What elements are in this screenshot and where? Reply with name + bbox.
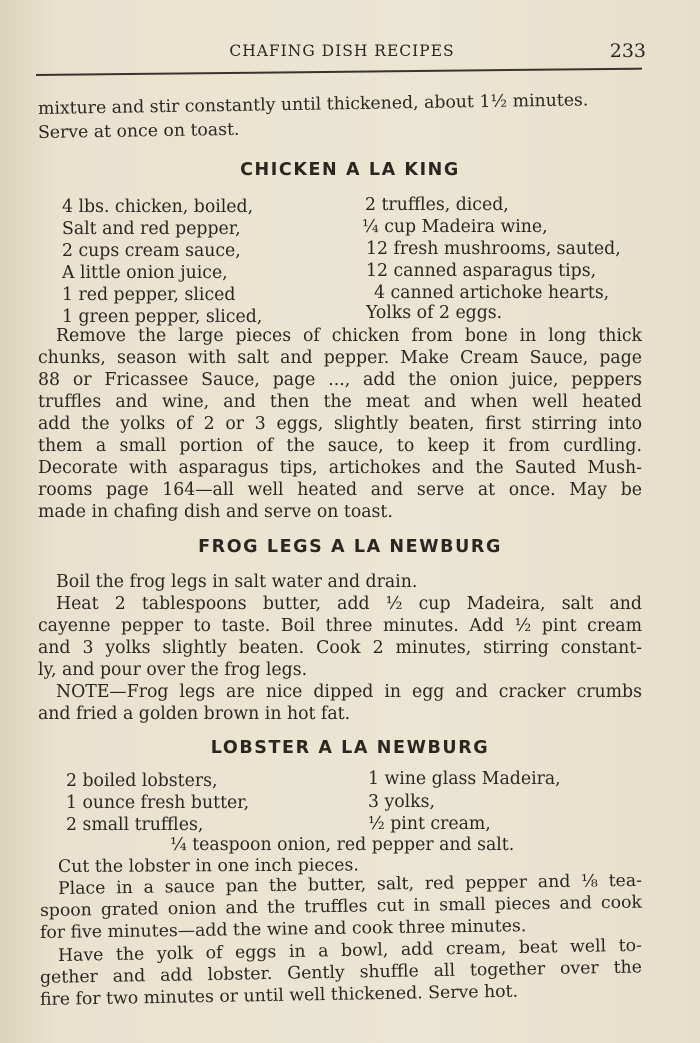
body-line: fire for two minutes or until well thickened. Serve hot. bbox=[39, 981, 519, 1010]
ingredient-left: A little onion juice, bbox=[62, 263, 228, 283]
page-number: 233 bbox=[609, 40, 646, 62]
ingredient-right: ¼ cup Madeira wine, bbox=[362, 217, 548, 237]
ingredient-right: 3 yolks, bbox=[368, 792, 436, 812]
body-line: for five minutes—add the wine and cook three minutes. bbox=[39, 916, 527, 943]
recipe-title-frog-legs: FROG LEGS A LA NEWBURG bbox=[198, 537, 502, 557]
body-line: chunks, season with salt and pepper. Make Cream Sauce, page bbox=[38, 348, 642, 368]
body-line: ly, and pour over the frog legs. bbox=[38, 660, 308, 680]
body-line: add the yolks of 2 or 3 eggs, slightly beaten, first stirring into bbox=[38, 414, 642, 434]
ingredient-right: 4 canned artichoke hearts, bbox=[374, 283, 610, 303]
intro-line-1: mixture and stir constantly until thickened, about 1½ minutes. bbox=[37, 90, 589, 119]
ingredient-centered: ¼ teaspoon onion, red pepper and salt. bbox=[170, 835, 515, 855]
header-rule bbox=[36, 68, 642, 76]
ingredient-right: 2 truffles, diced, bbox=[365, 195, 509, 215]
ingredient-left: 2 boiled lobsters, bbox=[66, 771, 218, 791]
page-header bbox=[36, 40, 648, 64]
body-line: gether and add lobster. Gently shuffle all together over the bbox=[39, 957, 643, 988]
ingredient-right: Yolks of 2 eggs. bbox=[366, 303, 503, 323]
body-line: made in chafing dish and serve on toast. bbox=[38, 502, 393, 522]
ingredient-right: 1 wine glass Madeira, bbox=[368, 769, 561, 789]
body-line: them a small portion of the sauce, to keep it from curdling. bbox=[38, 436, 642, 456]
ingredient-left: 2 cups cream sauce, bbox=[62, 241, 241, 261]
body-line: Decorate with asparagus tips, artichokes and the Sauted Mush- bbox=[38, 458, 642, 478]
body-line: rooms page 164—all well heated and serve at once. May be bbox=[38, 480, 642, 500]
ingredient-right: ½ pint cream, bbox=[368, 814, 491, 834]
body-line: and 3 yolks slightly beaten. Cook 2 minutes, stirring constant- bbox=[38, 638, 642, 658]
body-line: Remove the large pieces of chicken from bone in long thick bbox=[56, 326, 642, 346]
body-line: spoon grated onion and the truffles cut in small pieces and cook bbox=[39, 892, 643, 921]
ingredient-left: Salt and red pepper, bbox=[62, 219, 241, 239]
body-line: 88 or Fricassee Sauce, page ..., add the onion juice, peppers bbox=[38, 370, 642, 390]
body-line: truffles and wine, and then the meat and when well heated bbox=[38, 392, 642, 412]
body-line: cayenne pepper to taste. Boil three minutes. Add ½ pint cream bbox=[38, 616, 642, 636]
running-head: CHAFING DISH RECIPES bbox=[229, 42, 455, 60]
body-line: Place in a sauce pan the butter, salt, red pepper and ⅛ tea- bbox=[57, 870, 643, 899]
ingredient-left: 1 ounce fresh butter, bbox=[66, 793, 250, 813]
ingredient-left: 2 small truffles, bbox=[66, 815, 204, 835]
body-line: Boil the frog legs in salt water and drain. bbox=[56, 572, 418, 592]
recipe-title-chicken: CHICKEN A LA KING bbox=[240, 160, 460, 180]
body-line: and fried a golden brown in hot fat. bbox=[38, 704, 351, 724]
ingredient-right: 12 fresh mushrooms, sauted, bbox=[366, 239, 621, 259]
body-line: Heat 2 tablespoons butter, add ½ cup Madeira, salt and bbox=[56, 594, 642, 614]
body-line: NOTE—Frog legs are nice dipped in egg and cracker crumbs bbox=[56, 682, 642, 702]
intro-line-2: Serve at once on toast. bbox=[37, 119, 240, 143]
body-line: Cut the lobster in one inch pieces. bbox=[57, 855, 359, 877]
body-line: Have the yolk of eggs in a bowl, add cream, beat well to- bbox=[57, 935, 643, 966]
ingredient-left: 1 green pepper, sliced, bbox=[62, 307, 263, 327]
ingredient-left: 1 red pepper, sliced bbox=[62, 285, 236, 305]
ingredient-left: 4 lbs. chicken, boiled, bbox=[62, 197, 254, 217]
recipe-title-lobster: LOBSTER A LA NEWBURG bbox=[210, 738, 490, 758]
ingredient-right: 12 canned asparagus tips, bbox=[366, 261, 597, 281]
